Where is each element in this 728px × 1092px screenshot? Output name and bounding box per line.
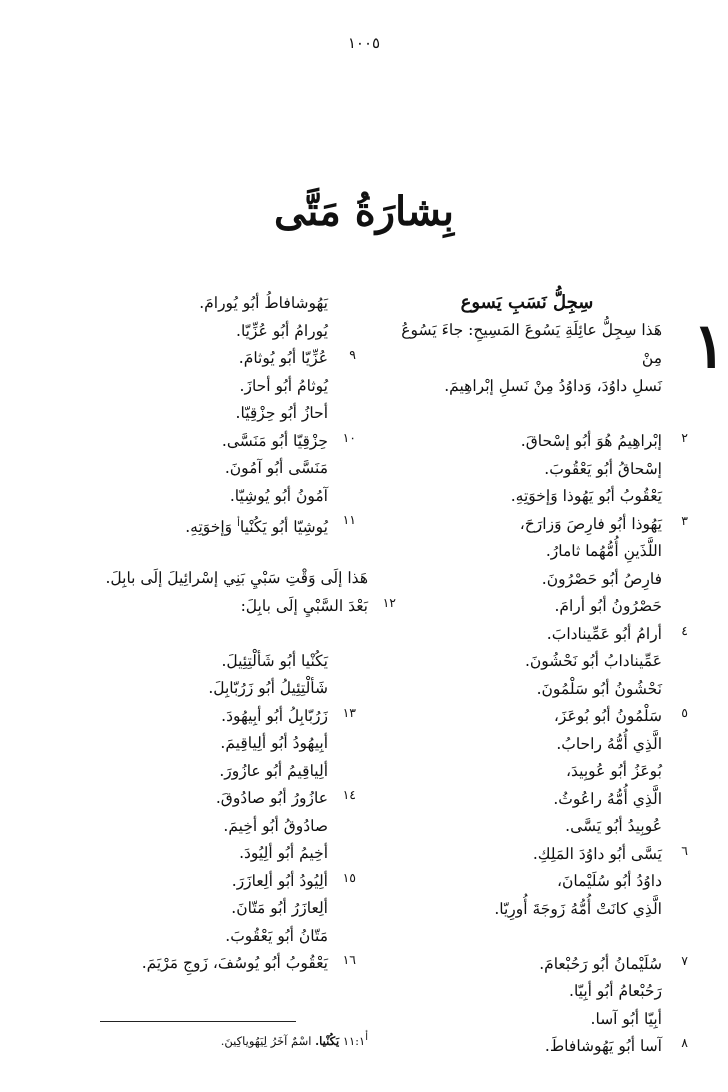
footnote-marker: أ bbox=[237, 518, 240, 529]
verse-text: حِزْقِيّا أبُو مَنَسَّى. bbox=[221, 431, 328, 450]
verse-line bbox=[392, 483, 662, 511]
verse-line bbox=[392, 1033, 688, 1061]
verse-line bbox=[392, 511, 688, 539]
verse-line bbox=[88, 703, 356, 731]
verse-text: الَّذِي كانَتْ أُمُّهُ زَوجَةَ أُورِيّا. bbox=[494, 899, 662, 918]
verse-text: إبْراهِيمُ هُوَ أبُو إسْحاقَ. bbox=[520, 432, 662, 450]
verse-number: ١١ bbox=[342, 512, 356, 527]
verse-text: أبِيّا أبُو آسا. bbox=[590, 1009, 662, 1028]
verse-line bbox=[88, 400, 328, 428]
verse-line bbox=[88, 318, 328, 346]
verse-text: يَكُنْيا أبُو شَألْتِئِيلَ. bbox=[221, 651, 328, 670]
footnote-marker: أ bbox=[365, 1032, 368, 1043]
right-genealogy-list bbox=[392, 428, 688, 1061]
verse-text: الَّذِي أُمُّهُ راحابُ. bbox=[556, 734, 662, 753]
book-title: بِشارَةُ مَتَّى bbox=[273, 188, 455, 235]
verse-text-tail: وَإخوَتِهِ. bbox=[185, 518, 238, 537]
verse-text: يَعْقُوبُ أبُو يُوسُفَ، زَوجِ مَرْيَمَ. bbox=[141, 954, 328, 972]
verse-text: عازُورُ أبُو صادُوقَ. bbox=[215, 789, 328, 807]
footnote-divider bbox=[100, 1021, 296, 1022]
verse-text: الَّذِي أُمُّهُ راعُوثُ. bbox=[553, 789, 662, 808]
verse-text: فارِصُ أبُو حَصْرُونَ. bbox=[541, 569, 662, 588]
verse-number: ٩ bbox=[349, 347, 356, 362]
verse-text: مَتّانُ أبُو يَعْقُوبَ. bbox=[225, 926, 328, 945]
verse-line bbox=[88, 345, 356, 373]
left-genealogy-list bbox=[88, 290, 396, 978]
verse-text: نَحْشُونُ أبُو سَلْمُونَ. bbox=[536, 679, 662, 698]
footnote-term: يَكُنْيا. bbox=[315, 1033, 340, 1048]
verse-line bbox=[88, 620, 328, 648]
intro-line: نَسلِ داوُدَ، وَداوُدُ مِنْ نَسلِ إبْراهِيمَ. bbox=[444, 377, 662, 395]
footnote bbox=[160, 1032, 368, 1048]
verse-line bbox=[392, 896, 662, 924]
intro-line: هَذا سِجِلُّ عائِلَةِ يَسُوعَ المَسِيحِ: جاءَ يَسُوعُ مِنْ bbox=[401, 321, 662, 367]
verse-line bbox=[88, 510, 356, 538]
verse-line bbox=[88, 648, 328, 676]
left-column bbox=[88, 290, 396, 978]
verse-text: مَنَسَّى أبُو آمُونَ. bbox=[224, 459, 328, 477]
verse-line bbox=[88, 758, 328, 786]
verse-text: آمُونُ أبُو يُوشِيّا. bbox=[229, 486, 328, 505]
verse-line bbox=[392, 813, 662, 841]
verse-text: يَسَّى أبُو داوُدَ المَلِكِ. bbox=[532, 844, 662, 863]
verse-text: أرامُ أبُو عَمِّينادابَ. bbox=[546, 624, 662, 643]
intro-paragraph bbox=[392, 309, 726, 400]
verse-line bbox=[392, 566, 662, 594]
verse-line bbox=[88, 455, 328, 483]
verse-line bbox=[88, 428, 356, 456]
verse-line bbox=[392, 758, 662, 786]
verse-text: بُوعَزُ أبُو عُوبِيدَ، bbox=[566, 762, 662, 780]
verse-line bbox=[88, 483, 328, 511]
verse-text: أبِيهُودُ أبُو ألِياقِيمَ. bbox=[220, 734, 328, 752]
verse-text: بَعْدَ السَّبْيِ إلَى بابِلَ: bbox=[240, 596, 368, 615]
verse-text: هَذا إلَى وَقْتِ سَبْيِ بَنِي إسْرائِيلَ إلَى بابِلَ. bbox=[105, 569, 368, 587]
verse-line bbox=[392, 621, 688, 649]
verse-text: أحازُ أبُو حِزْقِيّا. bbox=[235, 404, 328, 422]
verse-text: شَألْتِئِيلُ أبُو زَرُبّابِلَ. bbox=[208, 679, 328, 697]
verse-text: يَهُوشافاطُ أبُو يُورامَ. bbox=[199, 294, 328, 312]
verse-line bbox=[392, 978, 662, 1006]
verse-line bbox=[88, 373, 328, 401]
section-heading: سِجِلُّ نَسَبِ يَسوع bbox=[460, 292, 594, 313]
verse-line bbox=[392, 1006, 662, 1034]
verse-text: ألِعازَرُ أبُو مَتّانَ. bbox=[231, 899, 328, 917]
verse-text: اللَّذَينِ أُمُّهُما ثامارُ. bbox=[545, 542, 662, 560]
verse-text: يَعْقُوبُ أبُو يَهُوذا وَإخوَتِهِ. bbox=[510, 487, 662, 505]
verse-number: ٨ bbox=[681, 1035, 688, 1050]
verse-text: أخِيمُ أبُو ألِيُودَ. bbox=[239, 844, 328, 862]
verse-number: ٥ bbox=[681, 705, 688, 720]
verse-text: زَرُبّابِلُ أبُو أبِيهُودَ. bbox=[221, 706, 328, 725]
right-column bbox=[392, 290, 726, 1061]
verse-number: ٤ bbox=[681, 622, 688, 638]
verse-text: حَصْرُونُ أبُو أرامَ. bbox=[554, 597, 662, 615]
verse-line bbox=[88, 730, 328, 758]
verse-line bbox=[392, 456, 662, 484]
verse-line bbox=[88, 675, 328, 703]
verse-line bbox=[88, 950, 356, 978]
page-number: ١٠٠٥ bbox=[347, 34, 381, 52]
verse-line bbox=[392, 841, 688, 869]
verse-line bbox=[88, 785, 356, 813]
verse-text: يَهُوذا أبُو فارِصَ وَزارَحَ، bbox=[519, 514, 662, 533]
verse-text: عُوبِيدُ أبُو يَسَّى. bbox=[565, 817, 662, 835]
verse-line bbox=[88, 538, 328, 566]
verse-line bbox=[88, 840, 328, 868]
verse-number: ٣ bbox=[681, 512, 688, 528]
verse-number: ١٣ bbox=[342, 704, 356, 720]
footnote-ref: ١١:١ bbox=[342, 1033, 366, 1048]
verse-line bbox=[392, 786, 662, 814]
verse-line bbox=[392, 538, 662, 566]
verse-text: ألِيُودُ أبُو ألِعازَرَ. bbox=[231, 871, 328, 890]
verse-text: داوُدُ أبُو سُلَيْمانَ، bbox=[557, 872, 662, 890]
verse-line bbox=[392, 923, 662, 951]
verse-number: ١٠ bbox=[342, 429, 356, 445]
verse-text: آسا أبُو يَهُوشافاطَ. bbox=[544, 1037, 662, 1055]
verse-line bbox=[392, 676, 662, 704]
verse-text: يُوشِيّا أبُو يَكُنْيا bbox=[239, 518, 328, 537]
verse-text: عُزِّيّا أبُو يُوثامَ. bbox=[238, 349, 328, 367]
verse-number: ١٥ bbox=[342, 869, 356, 885]
verse-number: ١٦ bbox=[342, 952, 356, 967]
verse-number: ١٤ bbox=[342, 787, 356, 802]
chapter-number: ١ bbox=[692, 309, 726, 382]
verse-text: صادُوقُ أبُو أخِيمَ. bbox=[223, 816, 328, 835]
verse-line bbox=[88, 895, 328, 923]
verse-number: ١٢ bbox=[382, 594, 396, 610]
verse-number: ٦ bbox=[681, 842, 688, 858]
verse-line bbox=[88, 565, 368, 593]
verse-line bbox=[88, 923, 328, 951]
verse-text: إسْحاقُ أبُو يَعْقُوبَ. bbox=[544, 459, 662, 478]
verse-line bbox=[392, 731, 662, 759]
footnote-text: اسْمٌ آخَرُ لِيَهُوياكِينَ. bbox=[220, 1033, 312, 1048]
verse-number: ٧ bbox=[681, 952, 688, 968]
verse-text: عَمِّينادابُ أبُو نَحْشُونَ. bbox=[524, 652, 662, 670]
verse-text: يُوثامُ أبُو أحازَ. bbox=[239, 376, 328, 395]
verse-line bbox=[392, 593, 662, 621]
verse-text: يُورامُ أبُو عُزِّيّا. bbox=[236, 321, 328, 340]
verse-number: ٢ bbox=[681, 430, 688, 445]
verse-text: سُلَيْمانُ أبُو رَحُبْعامَ. bbox=[539, 954, 662, 973]
verse-line bbox=[392, 951, 688, 979]
verse-line bbox=[392, 428, 688, 456]
verse-line bbox=[392, 868, 662, 896]
verse-text: ألِياقِيمُ أبُو عازُورَ. bbox=[219, 761, 328, 780]
verse-text: رَحُبْعامُ أبُو أبِيّا. bbox=[569, 982, 662, 1000]
verse-line bbox=[392, 648, 662, 676]
verse-line bbox=[88, 290, 328, 318]
verse-line bbox=[88, 813, 328, 841]
verse-text: سَلْمُونُ أبُو بُوعَزَ، bbox=[553, 707, 662, 725]
verse-line bbox=[88, 593, 396, 621]
verse-line bbox=[88, 868, 356, 896]
verse-line bbox=[392, 703, 688, 731]
